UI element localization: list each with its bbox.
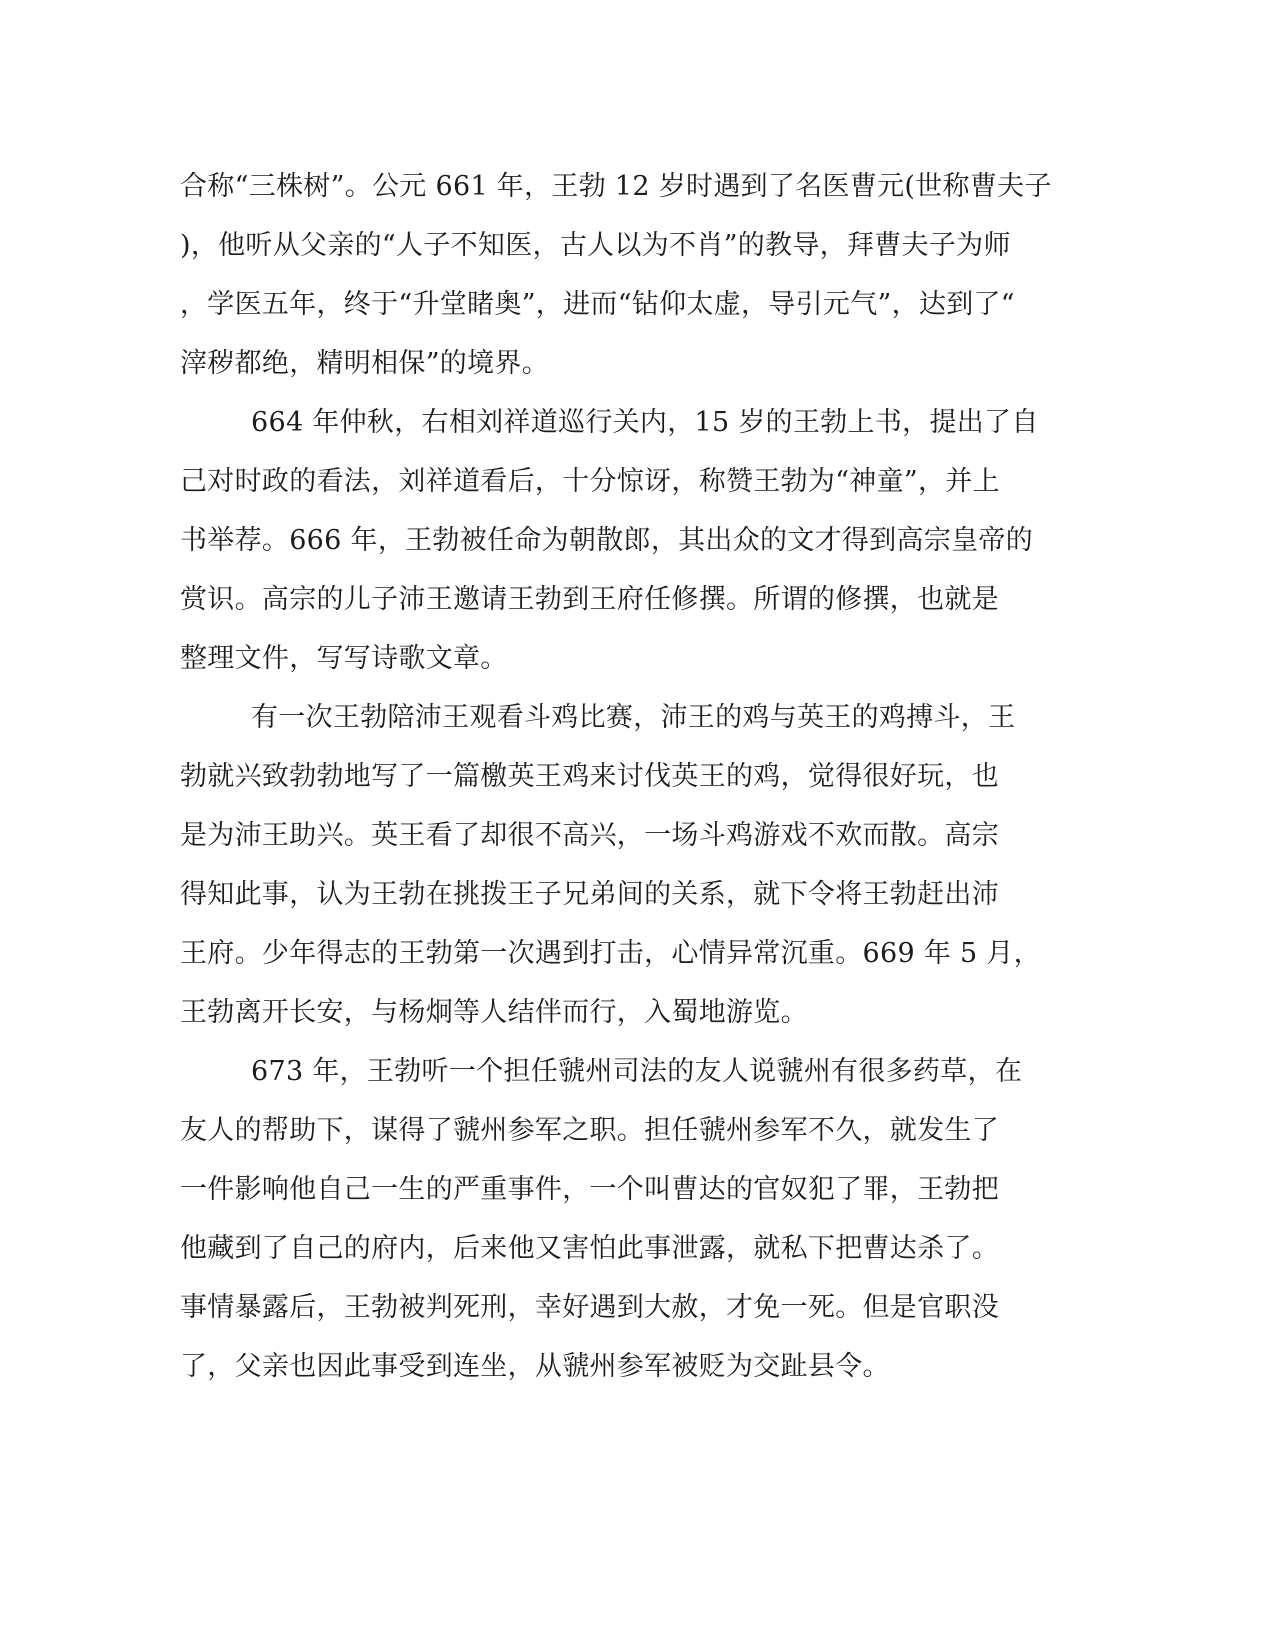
- text-line: 一件影响他自己一生的严重事件，一个叫曹达的官奴犯了罪，王勃把: [180, 1174, 999, 1205]
- text-line: ，学医五年，终于“升堂睹奥”，进而“钻仰太虚，导引元气”，达到了“: [180, 289, 1015, 320]
- paragraph-4: [180, 1042, 1060, 1396]
- text-line: 整理文件，写写诗歌文章。: [180, 643, 508, 674]
- text-line: 了，父亲也因此事受到连坐，从虢州参军被贬为交趾县令。: [180, 1351, 890, 1382]
- paragraph-2: [180, 393, 1060, 688]
- text-line: 王勃离开长安，与杨炯等人结伴而行，入蜀地游览。: [180, 997, 808, 1028]
- text-line: 664 年仲秋，右相刘祥道巡行关内，15 岁的王勃上书，提出了自: [251, 407, 1039, 438]
- text-line: 王府。少年得志的王勃第一次遇到打击，心情异常沉重。669 年 5 月，: [180, 938, 1041, 969]
- text-line: 友人的帮助下，谋得了虢州参军之职。担任虢州参军不久，就发生了: [180, 1115, 999, 1146]
- paragraph-1: [180, 157, 1060, 393]
- text-line: 673 年，王勃听一个担任虢州司法的友人说虢州有很多药草，在: [251, 1056, 1023, 1087]
- text-line: 书举荐。666 年，王勃被任命为朝散郎，其出众的文才得到高宗皇帝的: [180, 525, 1034, 556]
- text-line: 是为沛王助兴。英王看了却很不高兴，一场斗鸡游戏不欢而散。高宗: [180, 820, 999, 851]
- text-line: 合称“三株树”。公元 661 年，王勃 12 岁时遇到了名医曹元(世称曹夫子: [180, 171, 1052, 202]
- text-line: 有一次王勃陪沛王观看斗鸡比赛，沛王的鸡与英王的鸡搏斗，王: [251, 702, 1016, 733]
- text-line: 己对时政的看法，刘祥道看后，十分惊讶，称赞王勃为“神童”，并上: [180, 466, 1000, 497]
- body-text: [180, 157, 1060, 1396]
- text-line: 赏识。高宗的儿子沛王邀请王勃到王府任修撰。所谓的修撰，也就是: [180, 584, 999, 615]
- text-line: )，他听从父亲的“人子不知医，古人以为不肖”的教导，拜曹夫子为师: [180, 230, 1011, 261]
- text-line: 滓秽都绝，精明相保”的境界。: [180, 348, 550, 379]
- text-line: 得知此事，认为王勃在挑拨王子兄弟间的关系，就下令将王勃赶出沛: [180, 879, 999, 910]
- text-line: 事情暴露后，王勃被判死刑，幸好遇到大赦，才免一死。但是官职没: [180, 1292, 999, 1323]
- paragraph-3: [180, 688, 1060, 1042]
- text-line: 他藏到了自己的府内，后来他又害怕此事泄露，就私下把曹达杀了。: [180, 1233, 999, 1264]
- text-line: 勃就兴致勃勃地写了一篇檄英王鸡来讨伐英王的鸡，觉得很好玩，也: [180, 761, 999, 792]
